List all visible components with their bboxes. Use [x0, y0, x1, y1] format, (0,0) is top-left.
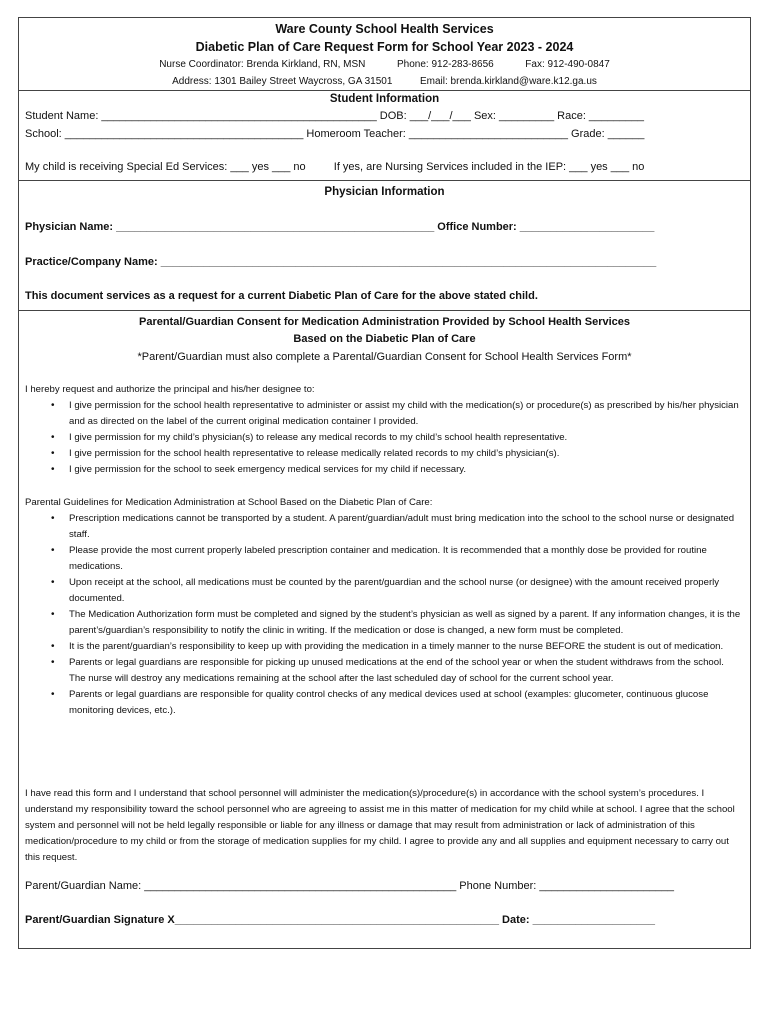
divider — [19, 180, 750, 181]
student-name-field[interactable]: Student Name: _____________________________________________ DOB: ___/___/___ Sex: _________ Race: _________ — [25, 110, 644, 122]
special-ed-row — [25, 161, 742, 173]
consent-heading: Parental/Guardian Consent for Medication Administration Provided by School Health Services — [138, 316, 631, 328]
list-item: • I give permission for the school health representative to administer or assist my child with the medication(s) or procedure(s) as prescribed by his/her physician and as directed on the label of the current original medication container I provided. — [69, 398, 742, 430]
guidelines-list — [25, 511, 742, 719]
form-header — [19, 18, 750, 91]
permissions-list — [25, 398, 742, 478]
permissions-list-wrap — [25, 398, 742, 478]
consent-note: *Parent/Guardian must also complete a Parental/Guardian Consent for School Health Services Form* — [137, 351, 632, 363]
list-item: • Upon receipt at the school, all medications must be counted by the parent/guardian and the school nurse (or designee) with the amount received properly documented. — [69, 575, 742, 607]
form-subtitle: Diabetic Plan of Care Request Form for School Year 2023 - 2024 — [195, 40, 574, 54]
list-item: • I give permission for the school to seek emergency medical services for my child if necessary. — [69, 462, 742, 478]
list-item: • Parents or legal guardians are responsible for quality control checks of any medical devices used at school (examples: glucometer, continuous glucose monitoring devices, etc.). — [69, 687, 742, 719]
guidelines-intro: Parental Guidelines for Medication Administration at School Based on the Diabetic Plan of Care: — [25, 497, 433, 508]
parent-name-field[interactable]: Parent/Guardian Name: ___________________________________________________ Phone Number: ______________________ — [25, 880, 674, 892]
fax-text: Fax: 912-490-0847 — [525, 59, 610, 70]
parent-statement: I have read this form and I understand that school personnel will administer the medication(s)/procedure(s) in accordance with the school system’s procedures. I understand my responsibility toward the school personnel who are agreeing to assist me in this matter of medication for my child while at school. I agree that the school system and personnel will not be held legally responsible or liable for any illness or damage that may result from administration or lack of administration of this medication/procedure to my child or from the storage of medication supplies for my child. I agree to provide any and all supplies and equipment necessary to carry out this request. — [25, 788, 735, 863]
list-item: • It is the parent/guardian’s responsibility to keep up with providing the medication in a timely manner to the nurse BEFORE the student is out of medication. — [69, 639, 742, 655]
address-text: Address: 1301 Bailey Street Waycross, GA 31501 — [172, 76, 393, 87]
guidelines-list-wrap — [25, 511, 742, 719]
parent-signature-field[interactable]: Parent/Guardian Signature X_____________________________________________________ Date: ____________________ — [25, 914, 655, 926]
physician-name-field[interactable]: Physician Name: ____________________________________________________ Office Number: ______________________ — [25, 221, 655, 233]
student-info-heading: Student Information — [329, 93, 440, 105]
authorization-intro: I hereby request and authorize the principal and his/her designee to: — [25, 384, 315, 395]
list-item: • I give permission for the school health representative to release medically related records to my child’s physician(s). — [69, 446, 742, 462]
phone-text: Phone: 912-283-8656 — [396, 59, 494, 70]
special-ed-field[interactable]: My child is receiving Special Ed Services: ___ yes ___ no — [25, 161, 306, 173]
list-item: • Parents or legal guardians are responsible for picking up unused medications at the end of the school year or when the student withdraws from the school. The nurse will destroy any medications remaining at the school after the last scheduled day of school for the current school year. — [69, 655, 742, 687]
contact-line-1 — [19, 59, 750, 70]
request-form — [18, 17, 751, 949]
physician-info-heading: Physician Information — [324, 186, 445, 198]
contact-line-2 — [19, 76, 750, 87]
divider — [19, 310, 750, 311]
form-title: Ware County School Health Services — [275, 22, 494, 36]
nursing-iep-field[interactable]: If yes, are Nursing Services included in the IEP: ___ yes ___ no — [333, 161, 645, 173]
consent-subheading: Based on the Diabetic Plan of Care — [293, 333, 476, 345]
list-item: • Prescription medications cannot be transported by a student. A parent/guardian/adult must bring medication into the school to the school nurse or designated staff. — [69, 511, 742, 543]
practice-field[interactable]: Practice/Company Name: _________________________________________________________________________________ — [25, 256, 657, 268]
email-text: Email: brenda.kirkland@ware.k12.ga.us — [419, 76, 597, 87]
coordinator-text: Nurse Coordinator: Brenda Kirkland, RN, MSN — [159, 59, 366, 70]
list-item: • I give permission for my child’s physician(s) to release any medical records to my child’s school health representative. — [69, 430, 742, 446]
list-item: • Please provide the most current properly labeled prescription container and medication. It is recommended that a monthly dose be provided for routine medications. — [69, 543, 742, 575]
list-item: • The Medication Authorization form must be completed and signed by the student’s physician as well as signed by a parent. If any information changes, it is the parent’s/guardian’s responsibility to notify the clinic in writing. If the medication or dose is changed, a new form must be completed. — [69, 607, 742, 639]
school-field[interactable]: School: _______________________________________ Homeroom Teacher: __________________________ Grade: ______ — [25, 128, 645, 140]
plan-request-notice: This document services as a request for a current Diabetic Plan of Care for the above stated child. — [25, 290, 538, 302]
